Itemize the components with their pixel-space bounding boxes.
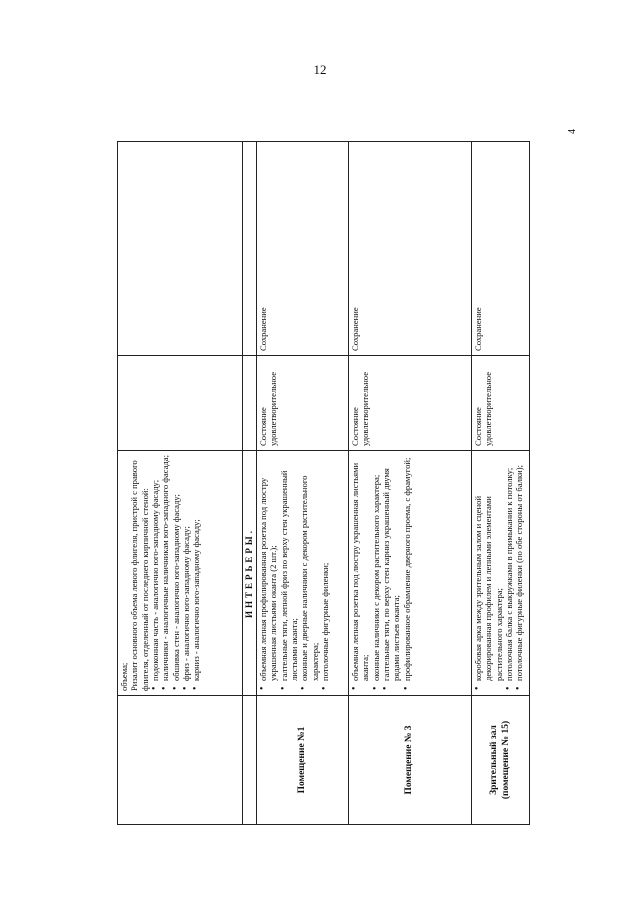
room-name: Помещение № 3 (349, 696, 472, 825)
measure-cell-empty (118, 142, 243, 356)
ryzalit-paragraph: Ризалит основного объема левого флигеля, пристрой с правого флигеля, отделенный от последнего кирпичной стеной: (129, 460, 150, 691)
page-number: 12 (313, 62, 327, 77)
elements-list (258, 455, 330, 691)
condition-cell: Состояние удовлетворительное (257, 356, 349, 451)
list-item: • галтельные тяги, лепной фриз по верху стен украшенный листьями аканта; (279, 455, 300, 681)
list-item: • потолочные фигурные филенки; (320, 455, 330, 681)
facade-elements-list (150, 455, 202, 691)
room-name: Зрительный зал (помещение № 15) (472, 696, 530, 825)
rotated-table-container (117, 142, 525, 825)
description-cell (257, 451, 349, 696)
list-item: • потолочные фигурные филенки (по обе стороны от балки); (514, 455, 524, 681)
list-item: • оконные наличники с декором растительного характера; (371, 455, 381, 681)
description-cell (472, 451, 530, 696)
table-row (472, 142, 530, 825)
condition-cell: Состояние удовлетворительное (472, 356, 530, 451)
measure-cell: Сохранение (472, 142, 530, 356)
list-item: • коробовая арка между зрительным залом и сценой декорированная профилем и лепными элементами растительного характера; (473, 455, 504, 681)
description-cell (349, 451, 472, 696)
list-item: • оконные и дверные наличники с декором растительного характера; (299, 455, 320, 681)
description-cell (118, 451, 243, 696)
list-item: • обшивка стен - аналогично юго-западному фасаду; (171, 455, 181, 681)
margin-mark: 4 (567, 129, 578, 134)
section-cell-empty (243, 696, 257, 825)
condition-cell: Состояние удовлетворительное (349, 356, 472, 451)
elements-list (350, 455, 412, 691)
table-row (349, 142, 472, 825)
list-item: • подоконная часть - аналогично юго-западному фасаду; (150, 455, 160, 681)
leading-text: объема; (119, 662, 129, 691)
name-cell-empty (118, 696, 243, 825)
list-item: • потолочная балка с выкружками в примыкании к потолку; (504, 455, 514, 681)
section-heading: ИНТЕРЬЕРЫ. (243, 451, 257, 696)
section-cell-empty (243, 356, 257, 451)
room-name: Помещение №1 (257, 696, 349, 825)
monument-elements-table (117, 141, 530, 825)
condition-cell-empty (118, 356, 243, 451)
measure-cell: Сохранение (349, 142, 472, 356)
elements-list (473, 455, 525, 691)
list-item: • галтельные тяги, по верху стен карниз украшенный двумя рядами листьев оканта; (381, 455, 402, 681)
list-item: • объемная лепная профилированная розетка под люстру украшенная листьями оканта (2 шт.); (258, 455, 279, 681)
section-cell-empty (243, 142, 257, 356)
measure-cell: Сохранение (257, 142, 349, 356)
list-item: • профилированное обрамление дверного проема, с фрамугой; (402, 455, 412, 681)
list-item: • объемная лепная розетка под люстру украшенная листьями аканта; (350, 455, 371, 681)
list-item: • наличники - аналогичные наличникам юго-западного фасада; (160, 455, 170, 681)
list-item: • карниз - аналогично юго-западному фасаду; (191, 455, 201, 681)
section-row (243, 142, 257, 825)
table-row (257, 142, 349, 825)
list-item: • фриз - аналогично юго-западному фасаду; (181, 455, 191, 681)
table-row (118, 142, 243, 825)
